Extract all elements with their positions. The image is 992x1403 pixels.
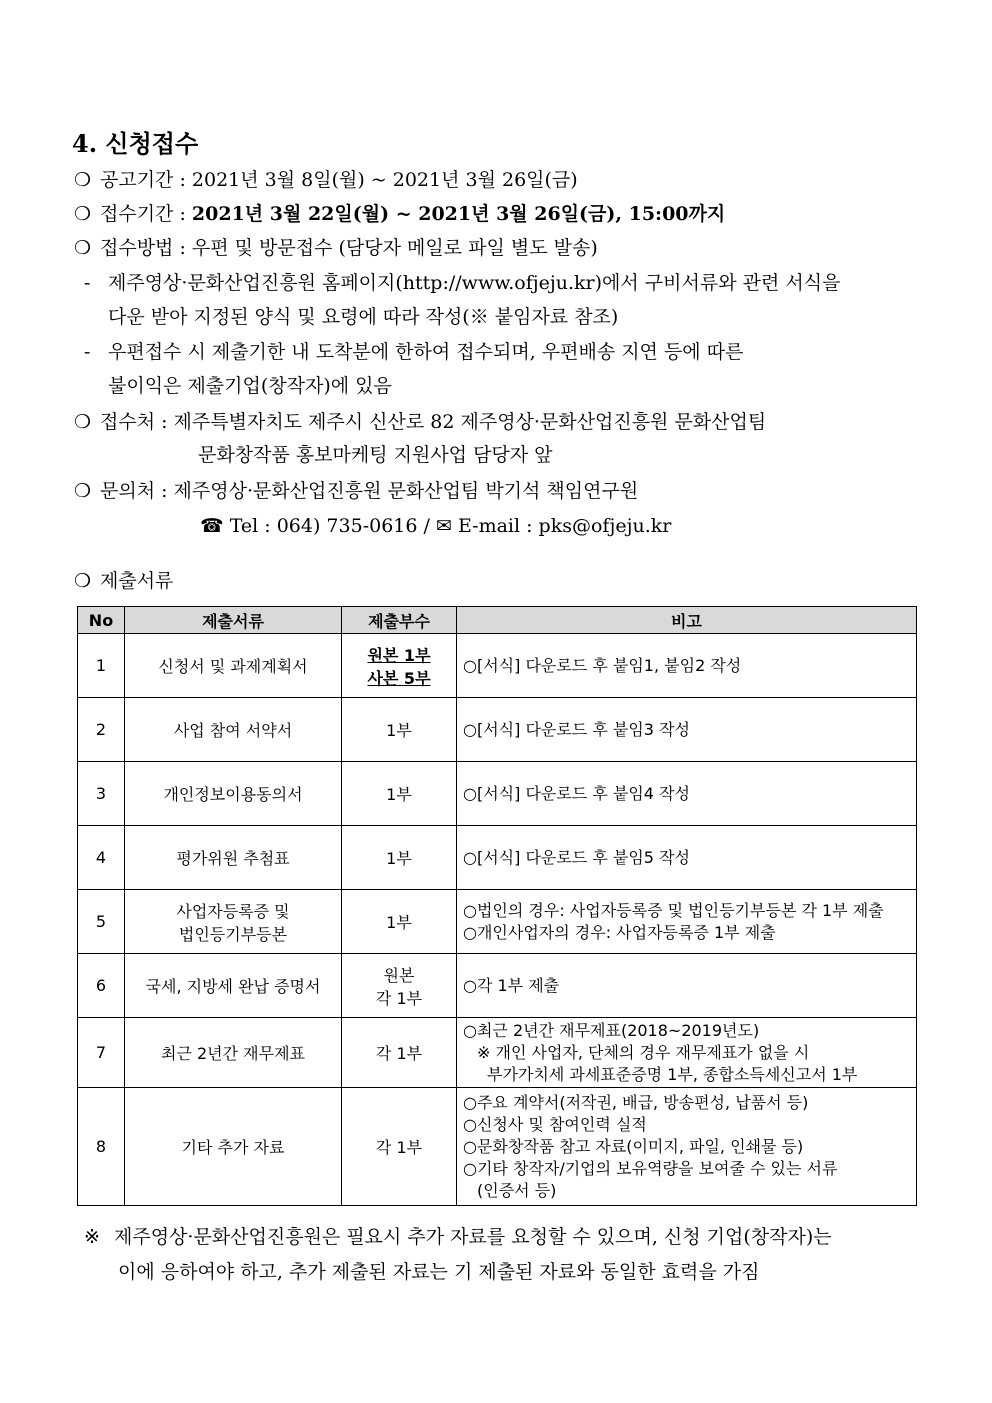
bullet-circle: ❍ [74,570,92,592]
document-name-line: 평가위원 추첨표 [176,849,290,868]
documents-table [77,606,917,1206]
copies [342,890,457,954]
receipt-period-value: 2021년 3월 22일(월) ~ 2021년 3월 26일(금), 15:00까지 [191,203,726,225]
bullet-circle: ❍ [74,203,92,225]
receipt-period-line [74,199,725,229]
document-name [125,890,342,954]
row-number [78,826,125,890]
row-number-text: 6 [95,976,107,995]
header-notes: 비고 [457,607,917,634]
notes [457,1018,917,1088]
copies-line: 원본 1부 [367,645,431,665]
document-name-line: 사업자등록증 및 [176,901,290,921]
documents-heading [74,566,173,596]
mail-icon: ✉ [435,515,452,537]
note-line: ○최근 2년간 재무제표(2018~2019년도) [463,1020,760,1040]
method-note-2-line2: 불이익은 제출기업(창작자)에 있음 [108,375,392,397]
receipt-period-label: 접수기간 : [100,203,192,225]
row-number-text: 4 [95,848,107,867]
copies-line: 각 1부 [375,1138,423,1157]
table-row [78,634,917,698]
documents-heading-text: 제출서류 [100,570,174,592]
footnote [84,1222,832,1252]
document-name [125,634,342,698]
row-number [78,890,125,954]
document-name-line: 사업 참여 서약서 [173,721,293,740]
document-name [125,698,342,762]
section-title: 4. 신청접수 [72,129,199,158]
notes [457,634,917,698]
destination-line2: 문화창작품 홍보마케팅 지원사업 담당자 앞 [198,444,553,466]
header-no: No [78,607,125,634]
dash: - [84,272,91,294]
method-note-1-line2: 다운 받아 지정된 양식 및 요령에 따라 작성(※ 붙임자료 참조) [108,306,619,328]
header-copies: 제출부수 [342,607,457,634]
row-number [78,1018,125,1088]
note-line: ○법인의 경우: 사업자등록증 및 법인등기부등본 각 1부 제출 [463,900,884,920]
document-name-line: 법인등기부등본 [178,924,288,944]
table-row [78,1088,917,1206]
note-line: ○문화창작품 참고 자료(이미지, 파일, 인쇄물 등) [463,1136,804,1156]
document-name-line: 개인정보이용동의서 [163,785,303,804]
note-line: 부가가치세 과세표준증명 1부, 종합소득세신고서 1부 [487,1064,858,1084]
document-name [125,826,342,890]
table-row [78,890,917,954]
destination-line1: 접수처 : 제주특별자치도 제주시 신산로 82 제주영상·문화산업진흥원 문화산업팀 [100,411,767,433]
table-row [78,954,917,1018]
note-line: ○개인사업자의 경우: 사업자등록증 1부 제출 [463,922,776,942]
row-number-text: 1 [95,656,107,675]
row-number-text: 7 [95,1043,107,1062]
contact-tel: Tel : 064) 735-0616 / [229,515,436,537]
table-row [78,698,917,762]
dash: - [84,341,91,363]
note-line: ○[서식] 다운로드 후 붙임4 작성 [463,783,690,803]
copies-line: 각 1부 [375,988,423,1008]
row-number-text: 3 [95,784,107,803]
phone-icon: ☎ [200,515,224,537]
row-number-text: 8 [95,1137,107,1156]
note-line: ○[서식] 다운로드 후 붙임1, 붙임2 작성 [463,655,742,675]
document-name-line: 기타 추가 자료 [181,1138,285,1157]
bullet-circle: ❍ [74,480,92,502]
note-mark: ※ [84,1226,100,1248]
notes [457,890,917,954]
document-name-line: 국세, 지방세 완납 증명서 [145,977,321,996]
notes [457,698,917,762]
table-header-row [78,607,917,634]
note-line: ※ 개인 사업자, 단체의 경우 재무제표가 없을 시 [477,1042,810,1062]
method-note-2 [84,337,743,367]
method-note-2-line1: 우편접수 시 제출기한 내 도착분에 한하여 접수되며, 우편배송 지연 등에 따른 [108,341,744,363]
document-name [125,762,342,826]
note-line: ○각 1부 제출 [463,975,560,995]
destination-line [74,407,766,437]
footnote-line2: 이에 응하여야 하고, 추가 제출된 자료는 기 제출된 자료와 동일한 효력을 가짐 [118,1261,760,1283]
footnote-line1: 제주영상·문화산업진흥원은 필요시 추가 자료를 요청할 수 있으며, 신청 기업(창작자)는 [114,1226,832,1248]
copies [342,954,457,1018]
copies-line: 원본 [383,965,415,985]
document-name [125,954,342,1018]
method-text: 접수방법 : 우편 및 방문접수 (담당자 메일로 파일 별도 발송) [100,237,598,259]
note-line: ○[서식] 다운로드 후 붙임3 작성 [463,719,690,739]
copies [342,826,457,890]
bullet-circle: ❍ [74,237,92,259]
copies-line: 각 1부 [375,1044,423,1063]
row-number [78,698,125,762]
notes [457,826,917,890]
contact-line [74,476,638,506]
note-line: (인증서 등) [477,1180,557,1200]
copies [342,1018,457,1088]
copies-line: 1부 [386,721,412,740]
document-name [125,1088,342,1206]
table-row [78,826,917,890]
contact-email: E-mail : pks@ofjeju.kr [457,515,672,537]
copies-line: 사본 5부 [367,668,431,688]
copies-line: 1부 [386,785,412,804]
note-line: ○주요 계약서(저작권, 배급, 방송편성, 납품서 등) [463,1092,809,1112]
copies [342,634,457,698]
copies [342,1088,457,1206]
note-line: ○기타 창작자/기업의 보유역량을 보여줄 수 있는 서류 [463,1158,838,1178]
copies [342,698,457,762]
notes [457,954,917,1018]
contact-line2 [200,511,671,541]
row-number [78,762,125,826]
document-name-line: 최근 2년간 재무제표 [161,1044,305,1063]
document-name [125,1018,342,1088]
bullet-circle: ❍ [74,169,92,191]
copies-line: 1부 [386,913,412,932]
note-line: ○신청사 및 참여인력 실적 [463,1114,647,1134]
method-note-1-line1: 제주영상·문화산업진흥원 홈페이지(http://www.ofjeju.kr)에서 구비서류와 관련 서식을 [108,272,841,294]
document-name-line: 신청서 및 과제계획서 [158,657,308,676]
header-document: 제출서류 [125,607,342,634]
table-row [78,762,917,826]
row-number-text: 2 [95,720,107,739]
announce-text: 공고기간 : 2021년 3월 8일(월) ~ 2021년 3월 26일(금) [100,169,578,191]
method-line [74,233,598,263]
table-row [78,1018,917,1088]
notes [457,1088,917,1206]
row-number [78,954,125,1018]
bullet-circle: ❍ [74,411,92,433]
copies [342,762,457,826]
notes [457,762,917,826]
announce-line [74,165,578,195]
method-note-1 [84,268,840,298]
copies-line: 1부 [386,849,412,868]
contact-line1: 문의처 : 제주영상·문화산업진흥원 문화산업팀 박기석 책임연구원 [100,480,639,502]
row-number [78,634,125,698]
note-line: ○[서식] 다운로드 후 붙임5 작성 [463,847,690,867]
row-number [78,1088,125,1206]
row-number-text: 5 [95,912,107,931]
